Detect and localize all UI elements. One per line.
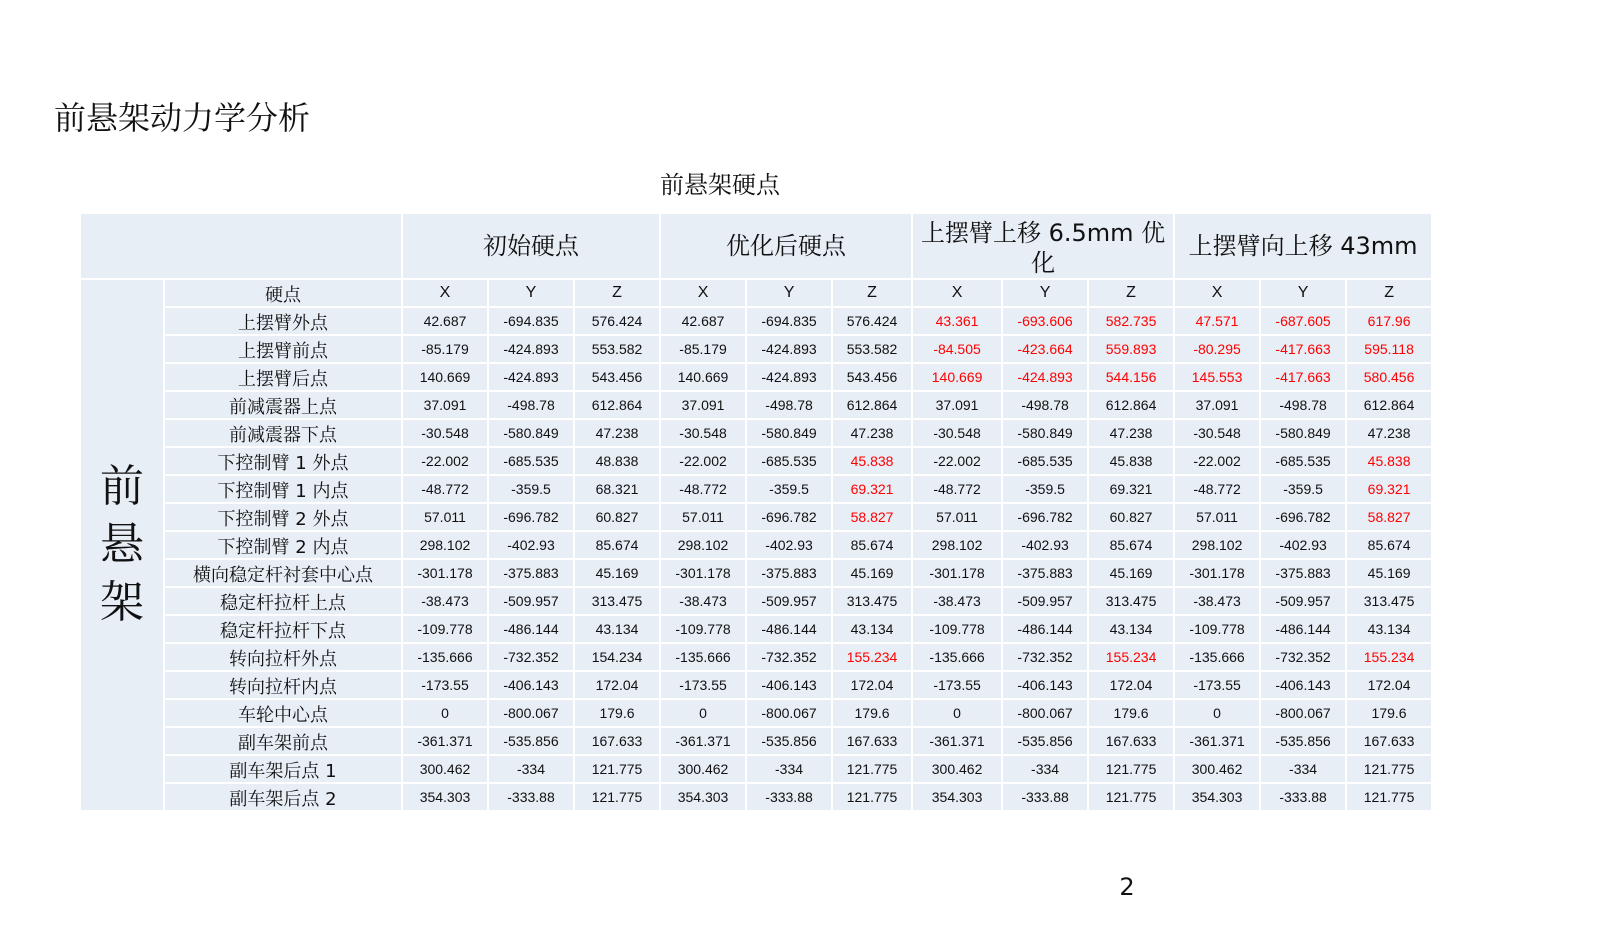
axis-header-z: Z [575, 280, 659, 306]
coordinate-cell: -48.772 [661, 476, 745, 502]
coordinate-cell: 298.102 [661, 532, 745, 558]
coordinate-cell: 167.633 [575, 728, 659, 754]
coordinate-cell: -685.535 [489, 448, 573, 474]
coordinate-cell: 43.361 [913, 308, 1001, 334]
coordinate-cell: -333.88 [747, 784, 831, 810]
coordinate-cell: 179.6 [1089, 700, 1173, 726]
table-row [81, 672, 1431, 698]
coordinate-cell: 595.118 [1347, 336, 1431, 362]
coordinate-cell: -685.535 [747, 448, 831, 474]
coordinate-cell: -402.93 [1261, 532, 1345, 558]
coordinate-cell: -685.535 [1003, 448, 1087, 474]
coordinate-cell: -48.772 [1175, 476, 1259, 502]
coordinate-cell: 121.775 [575, 756, 659, 782]
coordinate-cell: -80.295 [1175, 336, 1259, 362]
coordinate-cell: -84.505 [913, 336, 1001, 362]
coordinate-cell: 544.156 [1089, 364, 1173, 390]
coordinate-cell: 300.462 [913, 756, 1001, 782]
coordinate-cell: 313.475 [1089, 588, 1173, 614]
hardpoint-name: 下控制臂 1 内点 [165, 476, 401, 502]
coordinate-cell: 354.303 [1175, 784, 1259, 810]
coordinate-cell: -22.002 [661, 448, 745, 474]
hardpoint-name: 上摆臂后点 [165, 364, 401, 390]
coordinate-cell: 0 [913, 700, 1001, 726]
coordinate-cell: 47.238 [1089, 420, 1173, 446]
coordinate-cell: -301.178 [661, 560, 745, 586]
coordinate-cell: 172.04 [575, 672, 659, 698]
hardpoint-name: 前减震器下点 [165, 420, 401, 446]
axis-header-z: Z [1089, 280, 1173, 306]
table-row [81, 616, 1431, 642]
coordinate-cell: -732.352 [489, 644, 573, 670]
coordinate-cell: -135.666 [1175, 644, 1259, 670]
coordinate-cell: 576.424 [575, 308, 659, 334]
table-row [81, 308, 1431, 334]
coordinate-cell: -486.144 [489, 616, 573, 642]
coordinate-cell: 85.674 [1347, 532, 1431, 558]
coordinate-cell: 617.96 [1347, 308, 1431, 334]
coordinate-cell: -580.849 [747, 420, 831, 446]
coordinate-cell: -361.371 [661, 728, 745, 754]
coordinate-cell: -406.143 [747, 672, 831, 698]
coordinate-cell: 37.091 [913, 392, 1001, 418]
coordinate-cell: -580.849 [1261, 420, 1345, 446]
coordinate-cell: -402.93 [1003, 532, 1087, 558]
coordinate-cell: -732.352 [1261, 644, 1345, 670]
coordinate-cell: 140.669 [661, 364, 745, 390]
coordinate-cell: -30.548 [661, 420, 745, 446]
coordinate-cell: 37.091 [1175, 392, 1259, 418]
coordinate-cell: 300.462 [1175, 756, 1259, 782]
coordinate-cell: 543.456 [575, 364, 659, 390]
coordinate-cell: -361.371 [913, 728, 1001, 754]
coordinate-cell: 576.424 [833, 308, 911, 334]
coordinate-cell: -30.548 [913, 420, 1001, 446]
coordinate-cell: -486.144 [1261, 616, 1345, 642]
coordinate-cell: -22.002 [913, 448, 1001, 474]
point-column-header: 硬点 [165, 280, 401, 306]
coordinate-cell: 121.775 [1089, 784, 1173, 810]
coordinate-cell: -48.772 [403, 476, 487, 502]
table-row [81, 532, 1431, 558]
coordinate-cell: -301.178 [403, 560, 487, 586]
coordinate-cell: -135.666 [661, 644, 745, 670]
coordinate-cell: -359.5 [1261, 476, 1345, 502]
table-row [81, 448, 1431, 474]
coordinate-cell: 121.775 [833, 784, 911, 810]
coordinate-cell: 612.864 [575, 392, 659, 418]
coordinate-cell: 69.321 [833, 476, 911, 502]
coordinate-cell: -22.002 [1175, 448, 1259, 474]
hardpoint-table [79, 212, 1433, 812]
coordinate-cell: -687.605 [1261, 308, 1345, 334]
coordinate-cell: -334 [1003, 756, 1087, 782]
table-row [81, 476, 1431, 502]
coordinate-cell: -486.144 [1003, 616, 1087, 642]
coordinate-cell: 179.6 [575, 700, 659, 726]
coordinate-cell: -694.835 [747, 308, 831, 334]
coordinate-cell: -535.856 [1003, 728, 1087, 754]
coordinate-cell: -424.893 [747, 364, 831, 390]
hardpoint-name: 稳定杆拉杆下点 [165, 616, 401, 642]
coordinate-cell: -498.78 [1261, 392, 1345, 418]
coordinate-cell: 57.011 [403, 504, 487, 530]
coordinate-cell: -334 [1261, 756, 1345, 782]
coordinate-cell: -334 [489, 756, 573, 782]
page-title: 前悬架动力学分析 [54, 99, 311, 137]
axis-header-x: X [1175, 280, 1259, 306]
coordinate-cell: -359.5 [489, 476, 573, 502]
coordinate-cell: 354.303 [913, 784, 1001, 810]
coordinate-cell: 121.775 [1347, 756, 1431, 782]
coordinate-cell: -424.893 [747, 336, 831, 362]
hardpoint-name: 车轮中心点 [165, 700, 401, 726]
coordinate-cell: 298.102 [913, 532, 1001, 558]
coordinate-cell: 179.6 [1347, 700, 1431, 726]
coordinate-cell: 0 [661, 700, 745, 726]
table-row [81, 392, 1431, 418]
table-row [81, 784, 1431, 810]
coordinate-cell: 172.04 [1089, 672, 1173, 698]
coordinate-cell: 47.238 [833, 420, 911, 446]
coordinate-cell: 45.169 [833, 560, 911, 586]
coordinate-cell: 145.553 [1175, 364, 1259, 390]
coordinate-cell: 313.475 [833, 588, 911, 614]
coordinate-cell: 60.827 [1089, 504, 1173, 530]
coordinate-cell: 582.735 [1089, 308, 1173, 334]
coordinate-cell: 45.169 [575, 560, 659, 586]
hardpoint-name: 转向拉杆外点 [165, 644, 401, 670]
table-row [81, 504, 1431, 530]
hardpoint-name: 上摆臂前点 [165, 336, 401, 362]
coordinate-cell: 47.238 [1347, 420, 1431, 446]
coordinate-cell: 121.775 [1347, 784, 1431, 810]
coordinate-cell: -509.957 [489, 588, 573, 614]
coordinate-cell: 140.669 [913, 364, 1001, 390]
hardpoint-name: 横向稳定杆衬套中心点 [165, 560, 401, 586]
table-row [81, 420, 1431, 446]
coordinate-cell: 57.011 [661, 504, 745, 530]
coordinate-cell: 553.582 [575, 336, 659, 362]
coordinate-cell: 155.234 [1089, 644, 1173, 670]
coordinate-cell: 85.674 [1089, 532, 1173, 558]
hardpoint-name: 稳定杆拉杆上点 [165, 588, 401, 614]
axis-header-y: Y [1003, 280, 1087, 306]
coordinate-cell: 580.456 [1347, 364, 1431, 390]
coordinate-cell: -48.772 [913, 476, 1001, 502]
coordinate-cell: 0 [1175, 700, 1259, 726]
coordinate-cell: 298.102 [403, 532, 487, 558]
coordinate-cell: 612.864 [833, 392, 911, 418]
coordinate-cell: -535.856 [489, 728, 573, 754]
coordinate-cell: -22.002 [403, 448, 487, 474]
coordinate-cell: 121.775 [833, 756, 911, 782]
coordinate-cell: 45.838 [1347, 448, 1431, 474]
coordinate-cell: 48.838 [575, 448, 659, 474]
table-row [81, 336, 1431, 362]
coordinate-cell: -535.856 [747, 728, 831, 754]
page-number: 2 [1119, 873, 1135, 901]
coordinate-cell: -535.856 [1261, 728, 1345, 754]
coordinate-cell: -509.957 [747, 588, 831, 614]
coordinate-cell: -38.473 [1175, 588, 1259, 614]
coordinate-cell: 172.04 [1347, 672, 1431, 698]
hardpoint-name: 副车架后点 1 [165, 756, 401, 782]
coordinate-cell: -509.957 [1261, 588, 1345, 614]
hardpoint-name: 副车架前点 [165, 728, 401, 754]
coordinate-cell: -417.663 [1261, 336, 1345, 362]
coordinate-cell: -301.178 [1175, 560, 1259, 586]
coordinate-cell: -38.473 [913, 588, 1001, 614]
coordinate-cell: -30.548 [1175, 420, 1259, 446]
coordinate-cell: -696.782 [1261, 504, 1345, 530]
coordinate-cell: 57.011 [913, 504, 1001, 530]
axis-header-x: X [403, 280, 487, 306]
coordinate-cell: -38.473 [403, 588, 487, 614]
coordinate-cell: -406.143 [1261, 672, 1345, 698]
axis-header-x: X [913, 280, 1001, 306]
coordinate-cell: -135.666 [913, 644, 1001, 670]
coordinate-cell: 559.893 [1089, 336, 1173, 362]
coordinate-cell: 172.04 [833, 672, 911, 698]
coordinate-cell: -693.606 [1003, 308, 1087, 334]
coordinate-cell: -732.352 [1003, 644, 1087, 670]
group-header-raise-6-5mm: 上摆臂上移 6.5mm 优化 [913, 214, 1173, 278]
coordinate-cell: -38.473 [661, 588, 745, 614]
table-row [81, 364, 1431, 390]
side-label-char: 架 [100, 577, 144, 628]
table-row [81, 644, 1431, 670]
hardpoint-name: 下控制臂 2 外点 [165, 504, 401, 530]
axis-header-y: Y [747, 280, 831, 306]
coordinate-cell: 167.633 [1347, 728, 1431, 754]
coordinate-cell: -580.849 [489, 420, 573, 446]
group-header-raise-43mm: 上摆臂向上移 43mm [1175, 214, 1431, 278]
coordinate-cell: 37.091 [661, 392, 745, 418]
coordinate-cell: 0 [403, 700, 487, 726]
coordinate-cell: 300.462 [403, 756, 487, 782]
axis-header-x: X [661, 280, 745, 306]
coordinate-cell: 155.234 [1347, 644, 1431, 670]
coordinate-cell: 45.838 [833, 448, 911, 474]
coordinate-cell: -375.883 [1003, 560, 1087, 586]
coordinate-cell: 42.687 [403, 308, 487, 334]
coordinate-cell: 354.303 [403, 784, 487, 810]
coordinate-cell: -333.88 [1003, 784, 1087, 810]
coordinate-cell: 553.582 [833, 336, 911, 362]
hardpoint-name: 转向拉杆内点 [165, 672, 401, 698]
coordinate-cell: 42.687 [661, 308, 745, 334]
coordinate-cell: -359.5 [1003, 476, 1087, 502]
coordinate-cell: -486.144 [747, 616, 831, 642]
side-label-char: 悬 [100, 519, 144, 570]
coordinate-cell: -694.835 [489, 308, 573, 334]
coordinate-cell: -406.143 [1003, 672, 1087, 698]
coordinate-cell: 43.134 [575, 616, 659, 642]
coordinate-cell: -173.55 [913, 672, 1001, 698]
coordinate-cell: -402.93 [747, 532, 831, 558]
coordinate-cell: 140.669 [403, 364, 487, 390]
coordinate-cell: -173.55 [1175, 672, 1259, 698]
coordinate-cell: -424.893 [1003, 364, 1087, 390]
coordinate-cell: -375.883 [747, 560, 831, 586]
coordinate-cell: -800.067 [1003, 700, 1087, 726]
coordinate-cell: -732.352 [747, 644, 831, 670]
coordinate-cell: -696.782 [1003, 504, 1087, 530]
coordinate-cell: 121.775 [1089, 756, 1173, 782]
coordinate-cell: -696.782 [747, 504, 831, 530]
table-row [81, 560, 1431, 586]
coordinate-cell: 167.633 [833, 728, 911, 754]
coordinate-cell: 121.775 [575, 784, 659, 810]
coordinate-cell: -417.663 [1261, 364, 1345, 390]
coordinate-cell: -423.664 [1003, 336, 1087, 362]
coordinate-cell: -85.179 [661, 336, 745, 362]
coordinate-cell: -109.778 [661, 616, 745, 642]
axis-header-y: Y [489, 280, 573, 306]
coordinate-cell: -333.88 [489, 784, 573, 810]
coordinate-cell: 60.827 [575, 504, 659, 530]
coordinate-cell: -424.893 [489, 336, 573, 362]
coordinate-cell: -375.883 [1261, 560, 1345, 586]
group-header-blank [81, 214, 401, 278]
table-title: 前悬架硬点 [660, 171, 780, 199]
hardpoint-name: 副车架后点 2 [165, 784, 401, 810]
table-row [81, 700, 1431, 726]
side-label-char: 前 [100, 461, 144, 512]
coordinate-cell: -109.778 [1175, 616, 1259, 642]
coordinate-cell: -173.55 [661, 672, 745, 698]
coordinate-cell: -800.067 [747, 700, 831, 726]
coordinate-cell: -424.893 [489, 364, 573, 390]
coordinate-cell: 57.011 [1175, 504, 1259, 530]
group-header-initial: 初始硬点 [403, 214, 659, 278]
coordinate-cell: -333.88 [1261, 784, 1345, 810]
coordinate-cell: -361.371 [1175, 728, 1259, 754]
group-header-row [81, 214, 1431, 278]
coordinate-cell: -30.548 [403, 420, 487, 446]
coordinate-cell: -498.78 [1003, 392, 1087, 418]
coordinate-cell: 68.321 [575, 476, 659, 502]
coordinate-cell: 47.571 [1175, 308, 1259, 334]
coordinate-cell: -406.143 [489, 672, 573, 698]
coordinate-cell: 354.303 [661, 784, 745, 810]
coordinate-cell: -109.778 [913, 616, 1001, 642]
coordinate-cell: -685.535 [1261, 448, 1345, 474]
hardpoint-name: 上摆臂外点 [165, 308, 401, 334]
coordinate-cell: 612.864 [1089, 392, 1173, 418]
coordinate-cell: 58.827 [1347, 504, 1431, 530]
coordinate-cell: -361.371 [403, 728, 487, 754]
axis-header-y: Y [1261, 280, 1345, 306]
coordinate-cell: 69.321 [1089, 476, 1173, 502]
axis-header-z: Z [833, 280, 911, 306]
coordinate-cell: -696.782 [489, 504, 573, 530]
hardpoint-name: 下控制臂 2 内点 [165, 532, 401, 558]
coordinate-cell: 298.102 [1175, 532, 1259, 558]
coordinate-cell: -375.883 [489, 560, 573, 586]
coordinate-cell: -173.55 [403, 672, 487, 698]
coordinate-cell: -498.78 [489, 392, 573, 418]
coordinate-cell: -301.178 [913, 560, 1001, 586]
coordinate-cell: 313.475 [1347, 588, 1431, 614]
coordinate-cell: 155.234 [833, 644, 911, 670]
coordinate-cell: -580.849 [1003, 420, 1087, 446]
coordinate-cell: -800.067 [1261, 700, 1345, 726]
coordinate-cell: 43.134 [833, 616, 911, 642]
coordinate-cell: 167.633 [1089, 728, 1173, 754]
coordinate-cell: 58.827 [833, 504, 911, 530]
table-row [81, 588, 1431, 614]
coordinate-cell: 313.475 [575, 588, 659, 614]
coordinate-cell: 300.462 [661, 756, 745, 782]
coordinate-cell: 85.674 [575, 532, 659, 558]
coordinate-cell: 37.091 [403, 392, 487, 418]
coordinate-cell: -334 [747, 756, 831, 782]
coordinate-cell: 43.134 [1089, 616, 1173, 642]
coordinate-cell: -509.957 [1003, 588, 1087, 614]
table-row [81, 756, 1431, 782]
coordinate-cell: -359.5 [747, 476, 831, 502]
hardpoint-table-container [81, 214, 1434, 810]
coordinate-cell: 47.238 [575, 420, 659, 446]
hardpoint-name: 下控制臂 1 外点 [165, 448, 401, 474]
coordinate-cell: -135.666 [403, 644, 487, 670]
coordinate-cell: 543.456 [833, 364, 911, 390]
coordinate-cell: 69.321 [1347, 476, 1431, 502]
coordinate-cell: -498.78 [747, 392, 831, 418]
coordinate-cell: 179.6 [833, 700, 911, 726]
coordinate-cell: 45.169 [1089, 560, 1173, 586]
group-header-optimized: 优化后硬点 [661, 214, 911, 278]
side-label [81, 280, 163, 810]
hardpoint-name: 前减震器上点 [165, 392, 401, 418]
coordinate-cell: 43.134 [1347, 616, 1431, 642]
coordinate-cell: 45.838 [1089, 448, 1173, 474]
coordinate-cell: -109.778 [403, 616, 487, 642]
axis-header-row [81, 280, 1431, 306]
coordinate-cell: 154.234 [575, 644, 659, 670]
coordinate-cell: -800.067 [489, 700, 573, 726]
coordinate-cell: 45.169 [1347, 560, 1431, 586]
axis-header-z: Z [1347, 280, 1431, 306]
coordinate-cell: 612.864 [1347, 392, 1431, 418]
coordinate-cell: -402.93 [489, 532, 573, 558]
coordinate-cell: 85.674 [833, 532, 911, 558]
table-row [81, 728, 1431, 754]
coordinate-cell: -85.179 [403, 336, 487, 362]
